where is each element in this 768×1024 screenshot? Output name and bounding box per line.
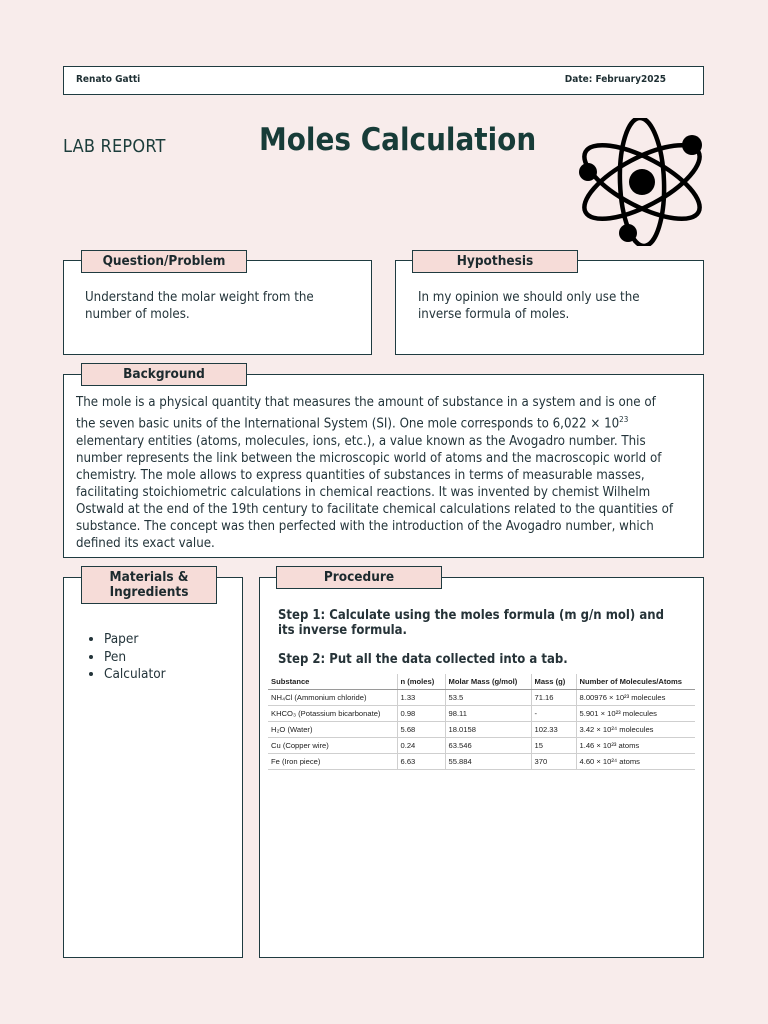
atom-icon: [572, 118, 712, 246]
column-header: Number of Molecules/Atoms: [576, 674, 695, 690]
materials-list: [86, 631, 166, 684]
procedure-step-2: Step 2: Put all the data collected into a tab.: [278, 652, 568, 667]
avogadro-exponent: 23: [619, 415, 629, 425]
materials-heading: Materials & Ingredients: [81, 566, 217, 604]
table-header-row: [268, 674, 695, 690]
question-text: Understand the molar weight from the number of moles.: [85, 290, 314, 322]
procedure-step-1: Step 1: Calculate using the moles formula (m g/n mol) and its inverse formula.: [278, 608, 664, 638]
table-cell: 53.5: [445, 690, 531, 706]
table-row: [268, 722, 695, 738]
table-cell: 6.63: [397, 754, 445, 770]
table-cell: 5.901 × 10²³ molecules: [576, 706, 695, 722]
column-header: n (moles): [397, 674, 445, 690]
data-table: [268, 674, 695, 770]
table-cell: H₂O (Water): [268, 722, 397, 738]
table-row: [268, 738, 695, 754]
list-item: • Calculator: [104, 666, 166, 684]
page-title: Moles Calculation: [259, 122, 537, 158]
table-cell: 71.16: [531, 690, 576, 706]
procedure-heading: Procedure: [276, 566, 442, 589]
column-header: Mass (g): [531, 674, 576, 690]
column-header: Molar Mass (g/mol): [445, 674, 531, 690]
table-cell: Fe (Iron piece): [268, 754, 397, 770]
table-cell: 5.68: [397, 722, 445, 738]
background-text: [76, 394, 676, 552]
table-row: [268, 706, 695, 722]
header-bar: [63, 66, 704, 95]
table-cell: 3.42 × 10²⁴ molecules: [576, 722, 695, 738]
column-header: Substance: [268, 674, 397, 690]
table-cell: 63.546: [445, 738, 531, 754]
table-cell: 15: [531, 738, 576, 754]
table-cell: 1.33: [397, 690, 445, 706]
question-heading: Question/Problem: [81, 250, 247, 273]
table-cell: 0.98: [397, 706, 445, 722]
table-cell: 55.884: [445, 754, 531, 770]
table-cell: Cu (Copper wire): [268, 738, 397, 754]
table-cell: 4.60 × 10²⁴ atoms: [576, 754, 695, 770]
table-cell: 8.00976 × 10²³ molecules: [576, 690, 695, 706]
hypothesis-text: In my opinion we should only use the inverse formula of moles.: [418, 290, 640, 322]
background-text-part2: elementary entities (atoms, molecules, ions, etc.), a value known as the Avogadro number. This number represents the link between the microscopic world of atoms and the macroscopic world of chemistry. The mole allows to express quantities of substances in terms of measurable masses, facilitating stoichiometric calculations in chemical reactions. It was invented by chemist Wilhelm Ostwald at the end of the 19th century to facilitate chemical calculations related to the quantities of substance. The concept was then perfected with the introduction of the Avogadro number, which defined its exact value.: [76, 433, 674, 552]
background-heading: Background: [81, 363, 247, 386]
table-cell: KHCO₃ (Potassium bicarbonate): [268, 706, 397, 722]
table-row: [268, 754, 695, 770]
background-text-part1: The mole is a physical quantity that measures the amount of substance in a system and is one of the seven basic units of the International System (SI). One mole corresponds to 6,022 × 10: [76, 395, 656, 432]
list-item: • Paper: [104, 631, 166, 649]
author-name: Renato Gatti: [76, 74, 141, 85]
report-date: Date: February2025: [564, 74, 666, 85]
table-cell: 0.24: [397, 738, 445, 754]
table-cell: -: [531, 706, 576, 722]
table-cell: 1.46 × 10²³ atoms: [576, 738, 695, 754]
table-cell: 102.33: [531, 722, 576, 738]
list-item: • Pen: [104, 649, 166, 667]
table-cell: 370: [531, 754, 576, 770]
table-row: [268, 690, 695, 706]
hypothesis-heading: Hypothesis: [412, 250, 578, 273]
table-cell: 98.11: [445, 706, 531, 722]
table-cell: 18.0158: [445, 722, 531, 738]
table-cell: NH₄Cl (Ammonium chloride): [268, 690, 397, 706]
lab-report-label: LAB REPORT: [63, 136, 166, 157]
